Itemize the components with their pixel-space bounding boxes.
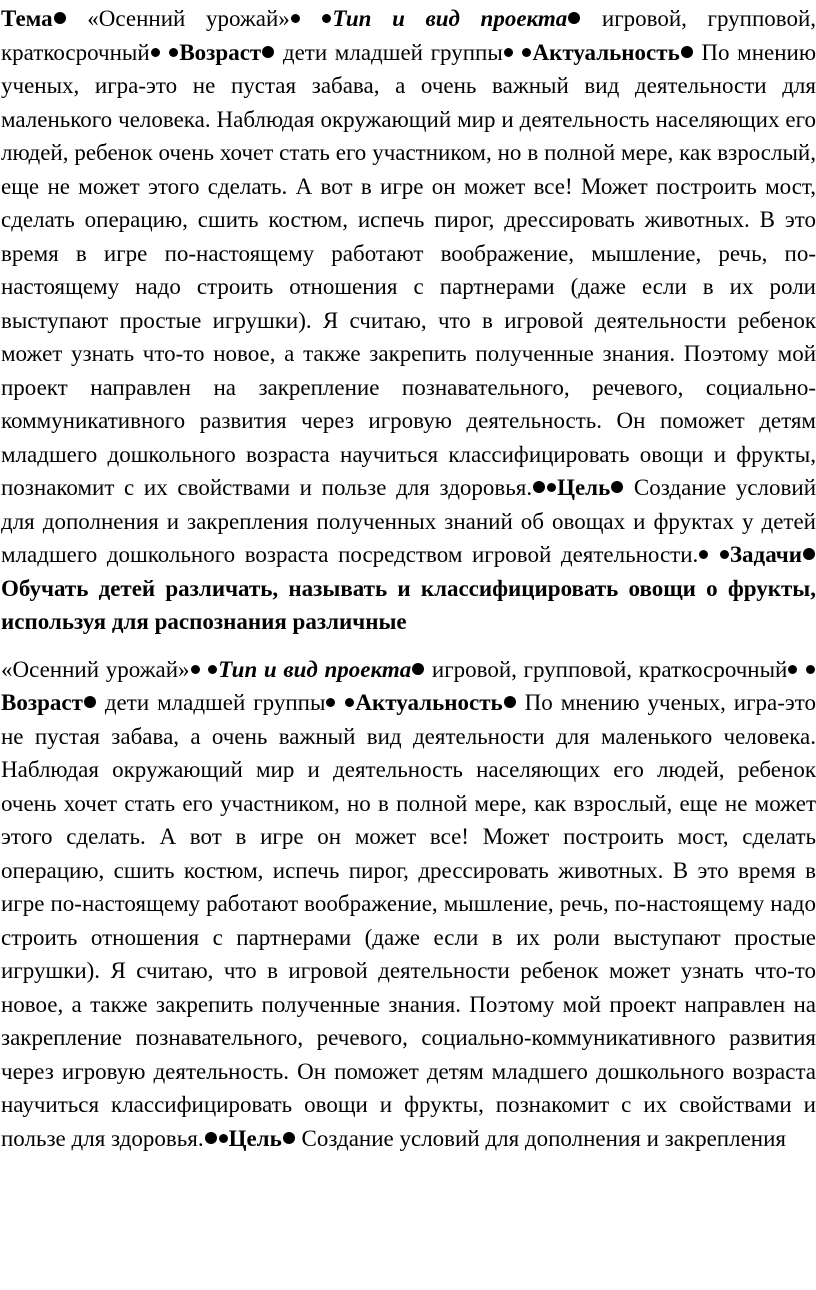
bullet-icon (283, 1132, 295, 1144)
bullet-icon (806, 665, 815, 674)
bullet-icon (54, 12, 66, 24)
bullet-icon (219, 1134, 228, 1143)
goal-label: Цель (557, 475, 611, 500)
bullet-icon (568, 12, 580, 24)
relevance-text: По мнению ученых, игра-это не пустая забава, а очень важный вид деятельности для маленького человека. Наблюдая окружающий мир и деятельность населяющих его людей, ребенок очень хочет стать его участником, но в полной мере, как взрослый, еще не может этого сделать. А вот в игре он может все! Может построить мост, сделать операцию, сшить костюм, испечь пирог, дрессировать животных. В это время в игре по-настоящему работают воображение, мышление, речь, по-настоящему надо строить отношения с партнерами (даже если в их роли выступают простые игрушки). Я считаю, что в игровой деятельности ребенок может узнать что-то новое, а также закрепить полученные знания. Поэтому мой проект направлен на закрепление познавательного, речевого, социально-коммуникативного развития через игровую деятельность. Он поможет детям младшего дошкольного возраста научиться классифицировать овощи и фрукты, познакомит с их свойствами и пользе для здоровья. (1, 39, 816, 500)
goal-text: Создание условий для дополнения и закрепления полученных знаний об овощах и фруктах у детей младшего дошкольного возраста посредством игровой деятельности. (1, 475, 816, 567)
bullet-icon (504, 48, 513, 57)
bullet-icon (84, 696, 96, 708)
bullet-icon (169, 48, 178, 57)
age-label: Возраст (179, 39, 262, 65)
goal-label: Цель (228, 1125, 282, 1151)
project-type-label: Тип и вид проекта (332, 6, 568, 31)
bullet-icon (504, 696, 516, 708)
age-value: дети младшей группы (104, 690, 326, 715)
relevance-text: По мнению ученых, игра-это не пустая забава, а очень важный вид деятельности для маленького человека. Наблюдая окружающий мир и деятельность населяющих его людей, ребенок очень хочет стать его участником, но в полной мере, как взрослый, еще не может этого сделать. А вот в игре он может все! Может построить мост, сделать операцию, сшить костюм, испечь пирог, дрессировать животных. В это время в игре по-настоящему работают воображение, мышление, речь, по-настоящему надо строить отношения с партнерами (даже если в их роли выступают простые игрушки). Я считаю, что в игровой деятельности ребенок может узнать что-то новое, а также закрепить полученные знания. Поэтому мой проект направлен на закрепление познавательного, речевого, социально-коммуникативного развития через игровую деятельность. Он поможет детям младшего дошкольного возраста научиться классифицировать овощи и фрукты, познакомит с их свойствами и пользе для здоровья. (1, 690, 816, 1151)
bullet-icon (522, 48, 531, 57)
bullet-icon (611, 481, 623, 493)
bullet-icon (699, 550, 708, 559)
bullet-icon (547, 483, 556, 492)
bullet-icon (326, 698, 335, 707)
bullet-icon (205, 1132, 217, 1144)
project-type-label: Тип и вид проекта (218, 656, 412, 682)
bullet-icon (345, 698, 354, 707)
project-type-value: игровой, групповой, краткосрочный (431, 656, 788, 682)
bullet-icon (788, 665, 797, 674)
bullet-icon (151, 48, 160, 57)
age-label: Возраст (1, 690, 83, 715)
bullet-icon (322, 14, 331, 23)
project-description-paragraph (1, 2, 816, 639)
topic-value: «Осенний урожай» (87, 6, 290, 31)
bullet-icon (191, 665, 200, 674)
bullet-icon (262, 46, 274, 58)
bullet-icon (681, 46, 693, 58)
bullet-icon (412, 663, 424, 675)
tasks-label: Задачи (729, 542, 802, 567)
bullet-icon (720, 550, 729, 559)
tasks-text: Обучать детей различать, называть и классифицировать овощи о фрукты, используя для распознания различные (1, 575, 816, 634)
relevance-label: Актуальность (355, 690, 503, 715)
goal-text: Создание условий для дополнения и закрепления (301, 1125, 786, 1151)
age-value: дети младшей группы (282, 39, 503, 65)
bullet-icon (208, 665, 217, 674)
bullet-icon (803, 548, 815, 560)
bullet-icon (533, 481, 545, 493)
topic-label: Тема (1, 6, 53, 31)
bullet-icon (291, 14, 300, 23)
project-description-paragraph-repeat (1, 653, 816, 1156)
topic-value: «Осенний урожай» (1, 656, 190, 682)
project-type-value: игровой, групповой, краткосрочный (1, 6, 816, 65)
relevance-label: Актуальность (532, 39, 680, 65)
